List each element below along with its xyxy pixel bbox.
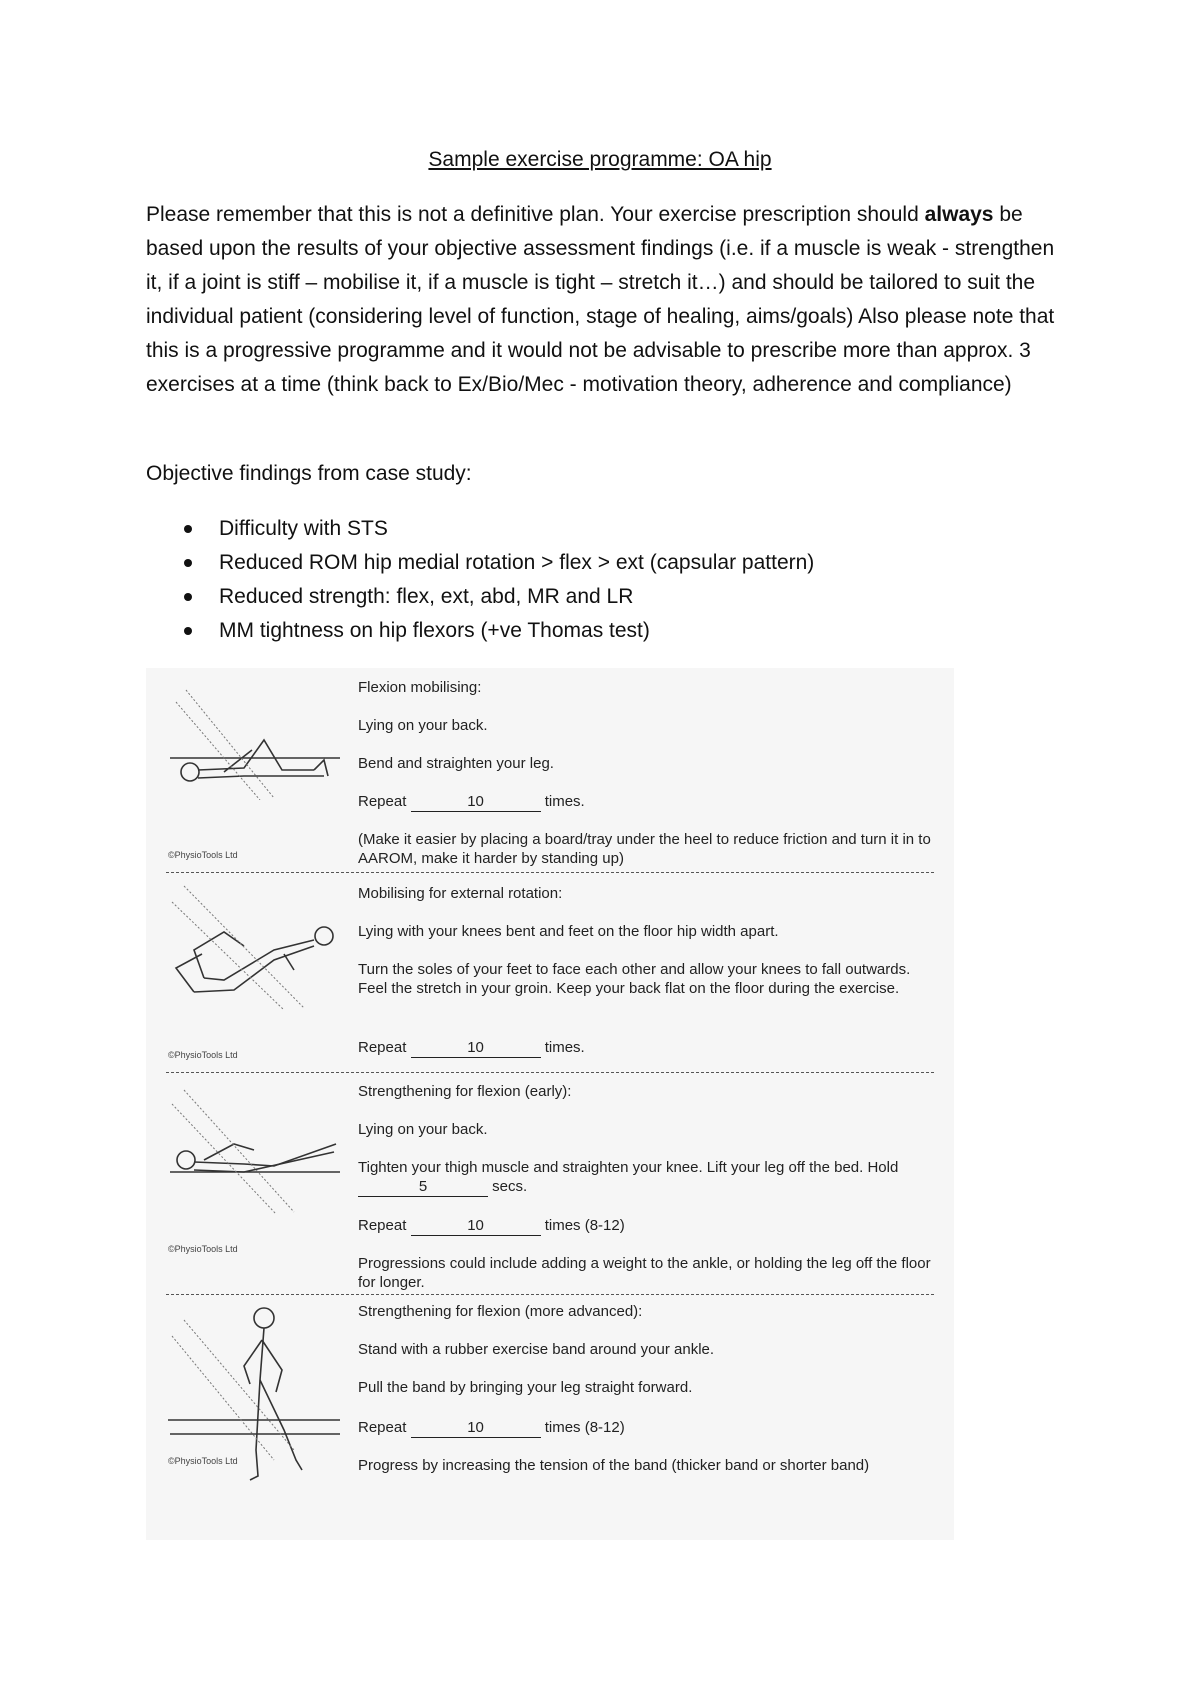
- intro-paragraph: [146, 198, 1066, 402]
- exercise-flexion-mobilising: [146, 668, 954, 874]
- findings-heading: Objective findings from case study:: [146, 462, 472, 485]
- exercise-instruction: Lying on your back.: [358, 717, 488, 734]
- repeat-value: 10: [411, 1216, 541, 1236]
- repeat-line: [358, 792, 938, 812]
- bullet-icon: [184, 559, 192, 567]
- divider: [166, 1072, 934, 1073]
- repeat-label: Repeat: [358, 793, 407, 810]
- exercise-external-rotation: [146, 874, 954, 1074]
- exercise-instruction: Pull the band by bringing your leg straight forward.: [358, 1379, 693, 1396]
- hold-value: 5: [358, 1177, 488, 1197]
- list-item: [146, 614, 814, 648]
- exercise-title: Mobilising for external rotation:: [358, 885, 563, 902]
- list-item: [146, 512, 814, 546]
- list-item: [146, 546, 814, 580]
- lying-knee-bend-illustration-icon: [164, 680, 344, 800]
- bullet-icon: [184, 525, 192, 533]
- exercise-note: (Make it easier by placing a board/tray under the heel to reduce friction and turn it in to AAROM, make it harder by standing up): [358, 831, 931, 867]
- copyright-label: ©PhysioTools Ltd: [168, 1244, 238, 1254]
- list-item: [146, 580, 814, 614]
- list-item-text: Reduced strength: flex, ext, abd, MR and LR: [219, 585, 634, 608]
- hold-unit: secs.: [492, 1178, 528, 1195]
- exercise-flexion-strength-advanced: [146, 1296, 954, 1540]
- page-title: Sample exercise programme: OA hip: [428, 148, 772, 171]
- exercise-instruction: Turn the soles of your feet to face each other and allow your knees to fall outwards. Feel the stretch in your groin. Keep your back flat on the floor during the exercise.: [358, 961, 911, 997]
- lying-butterfly-illustration-icon: [164, 880, 344, 1010]
- divider: [166, 1294, 934, 1295]
- repeat-label: Repeat: [358, 1419, 407, 1436]
- exercise-flexion-strength-early: [146, 1074, 954, 1296]
- list-item-text: MM tightness on hip flexors (+ve Thomas test): [219, 619, 650, 642]
- repeat-value: 10: [411, 792, 541, 812]
- exercise-instruction: Stand with a rubber exercise band around your ankle.: [358, 1341, 715, 1358]
- intro-text-1: Please remember that this is not a definitive plan. Your exercise prescription should: [146, 203, 925, 226]
- list-item-text: Reduced ROM hip medial rotation > flex > ext (capsular pattern): [219, 551, 815, 574]
- repeat-unit: times (8-12): [544, 1217, 625, 1234]
- repeat-line: [358, 1216, 938, 1236]
- divider: [166, 872, 934, 873]
- repeat-value: 10: [411, 1418, 541, 1438]
- copyright-label: ©PhysioTools Ltd: [168, 1456, 238, 1466]
- repeat-unit: times.: [544, 793, 585, 810]
- repeat-line: [358, 1038, 938, 1058]
- repeat-unit: times.: [544, 1039, 585, 1056]
- exercise-instruction: [358, 1158, 938, 1197]
- repeat-line: [358, 1418, 938, 1438]
- exercise-note: Progress by increasing the tension of the band (thicker band or shorter band): [358, 1457, 870, 1474]
- exercise-sheet: [146, 668, 954, 1540]
- exercise-title: Strengthening for flexion (early):: [358, 1083, 572, 1100]
- bullet-icon: [184, 627, 192, 635]
- exercise-title: Strengthening for flexion (more advanced):: [358, 1303, 643, 1320]
- straight-leg-raise-illustration-icon: [164, 1084, 344, 1214]
- copyright-label: ©PhysioTools Ltd: [168, 1050, 238, 1060]
- exercise-instruction: Lying on your back.: [358, 1121, 488, 1138]
- copyright-label: ©PhysioTools Ltd: [168, 850, 238, 860]
- intro-text-2: be based upon the results of your objective assessment findings (i.e. if a muscle is weak - strengthen it, if a joint is stiff – mobilise it, if a muscle is tight – stretch it…) and should be tailored to suit the individual patient (considering level of function, stage of healing, aims/goals) Also please note that this is a progressive programme and it would not be advisable to prescribe more than approx. 3 exercises at a time (think back to Ex/Bio/Mec - motivation theory, adherence and compliance): [146, 203, 1055, 396]
- bullet-icon: [184, 593, 192, 601]
- exercise-note: Progressions could include adding a weight to the ankle, or holding the leg off the floor for longer.: [358, 1255, 931, 1291]
- exercise-instruction: Lying with your knees bent and feet on the floor hip width apart.: [358, 923, 779, 940]
- repeat-label: Repeat: [358, 1217, 407, 1234]
- repeat-unit: times (8-12): [544, 1419, 625, 1436]
- exercise-title: Flexion mobilising:: [358, 679, 482, 696]
- repeat-value: 10: [411, 1038, 541, 1058]
- list-item-text: Difficulty with STS: [219, 517, 388, 540]
- instruction-text: Tighten your thigh muscle and straighten your knee. Lift your leg off the bed. Hold: [358, 1159, 899, 1176]
- repeat-label: Repeat: [358, 1039, 407, 1056]
- intro-emphasis: always: [924, 203, 994, 226]
- exercise-instruction: Bend and straighten your leg.: [358, 755, 554, 772]
- findings-list: [146, 512, 814, 648]
